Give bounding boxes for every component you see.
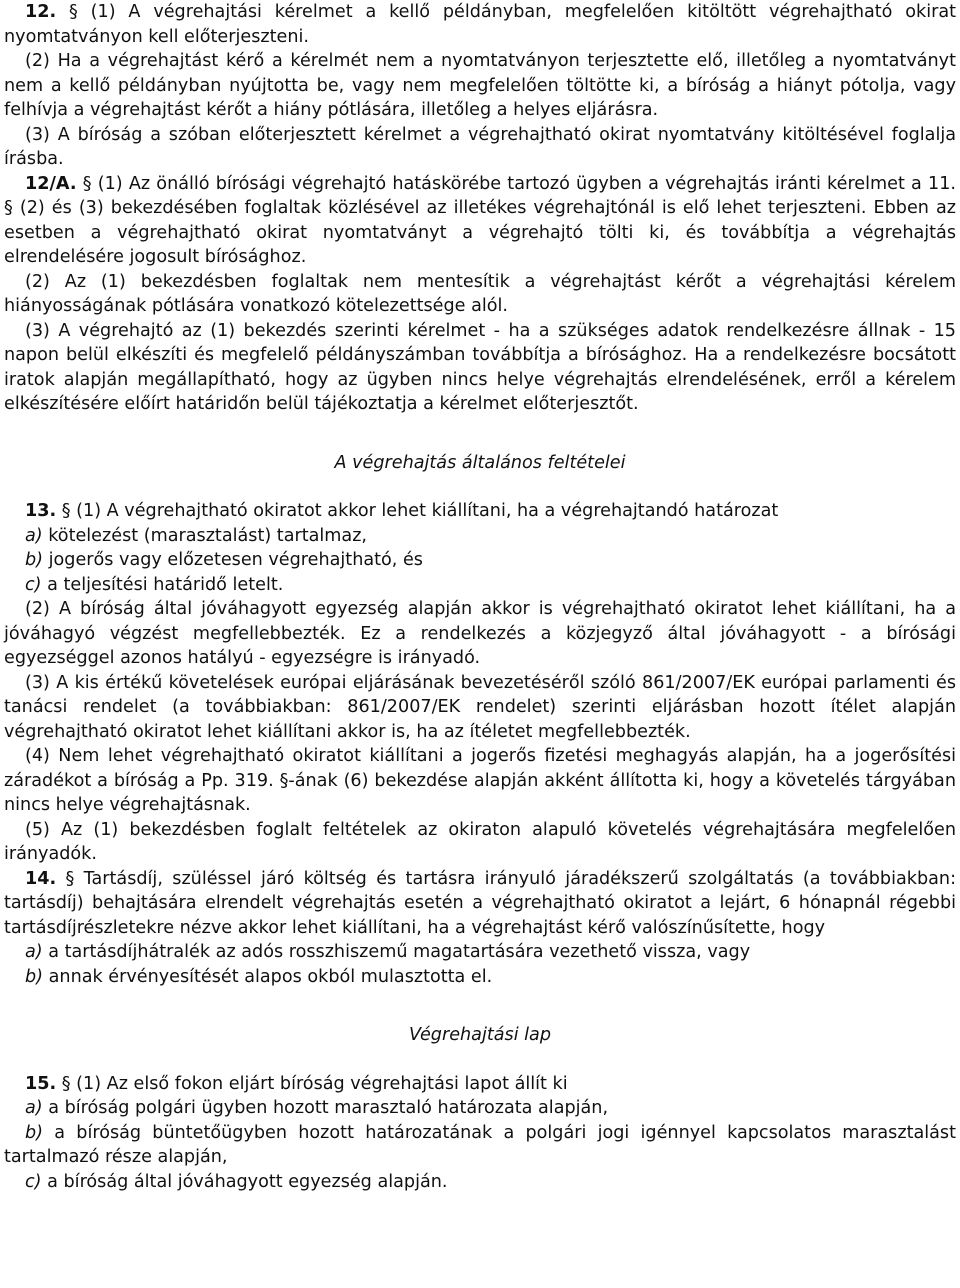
- paragraph-13-4: (4) Nem lehet végrehajtható okiratot kiállítani a jogerős fizetési meghagyás alapján, ha a jogerősítési záradékot a bíróság a Pp. 319. §-ának (6) bekezdése alapján akként állította ki, hogy a követelés tárgyában nincs helye végrehajtásnak.: [4, 746, 956, 815]
- list-item-15-c: c) a bíróság által jóváhagyott egyezség alapján.: [25, 1171, 448, 1192]
- paragraph-15-1: 15. § (1) Az első fokon eljárt bíróság végrehajtási lapot állít ki: [25, 1073, 568, 1094]
- paragraph-12-2: (2) Ha a végrehajtást kérő a kérelmét nem a nyomtatványon terjesztette elő, illetőleg a nyomtatványt nem a kellő példányban nyújtotta be, vagy nem megfelelően töltötte ki, a bíróság a hiányt pótolja, vagy felhívja a végrehajtást kérőt a hiány pótlására, illetőleg a helyes eljárásra.: [4, 51, 956, 120]
- list-item-14-b: b) annak érvényesítését alapos okból mulasztotta el.: [25, 966, 493, 987]
- paragraph-13-5: (5) Az (1) bekezdésben foglalt feltételek az okiraton alapuló követelés végrehajtására megfelelően irányadók.: [4, 819, 956, 864]
- list-item-14-a: a) a tartásdíjhátralék az adós rosszhiszemű magatartására vezethető vissza, vagy: [25, 942, 751, 962]
- section-number: 12.: [25, 2, 57, 22]
- list-item-13-b: b) jogerős vagy előzetesen végrehajtható, és: [25, 550, 423, 570]
- paragraph-12-3: (3) A bíróság a szóban előterjesztett kérelmet a végrehajtható okirat nyomtatvány kitöltésével foglalja írásba.: [4, 124, 956, 169]
- section-number: 14.: [25, 868, 57, 889]
- list-item-13-a: a) kötelezést (marasztalást) tartalmaz,: [25, 525, 368, 546]
- section-number: 13.: [25, 501, 57, 521]
- paragraph-13-1: 13. § (1) A végrehajtható okiratot akkor lehet kiállítani, ha a végrehajtandó határozat: [25, 501, 779, 521]
- section-heading-general-conditions: A végrehajtás általános feltételei: [334, 452, 626, 473]
- paragraph-13-2: (2) A bíróság által jóváhagyott egyezség alapján akkor is végrehajtható okiratot lehet kiállítani, ha a jóváhagyó végzést megfellebbezték. Ez a rendelkezés a közjegyző által jóváhagyott - a bírósági egyezséggel azonos hatályú - egyezségre is irányadó.: [4, 599, 956, 668]
- list-item-15-a: a) a bíróság polgári ügyben hozott marasztaló határozata alapján,: [25, 1098, 609, 1118]
- list-item-13-c: c) a teljesítési határidő letelt.: [25, 574, 284, 595]
- paragraph-12a-2: (2) Az (1) bekezdésben foglaltak nem mentesítik a végrehajtást kérőt a végrehajtási kérelem hiányosságának pótlására vonatkozó kötelezettsége alól.: [4, 271, 956, 316]
- section-number: 15.: [25, 1073, 57, 1094]
- paragraph-12-1: 12. § (1) A végrehajtási kérelmet a kellő példányban, megfelelően kitöltött végrehajtható okirat nyomtatványon kell előterjeszteni.: [4, 2, 957, 47]
- section-heading-enforcement-sheet: Végrehajtási lap: [408, 1025, 552, 1045]
- paragraph-12a-1: 12/A. § (1) Az önálló bírósági végrehajtó hatáskörébe tartozó ügyben a végrehajtás iránti kérelmet a 11. § (2) és (3) bekezdésében foglaltak közlésével az illetékes végrehajtónál is elő lehet terjeszteni. Ebben az esetben a végrehajtható okirat nyomtatványt a végrehajtó tölti ki, és továbbítja a végrehajtás elrendelésére jogosult bírósághoz.: [4, 173, 956, 267]
- paragraph-12a-3: (3) A végrehajtó az (1) bekezdés szerinti kérelmet - ha a szükséges adatok rendelkezésre állnak - 15 napon belül elkészíti és megfelelő példányszámban továbbítja a bírósághoz. Ha a rendelkezésre bocsátott iratok alapján megállapítható, hogy az ügyben nincs helye végrehajtás elrendelésének, erről a kérelem elkészítésére előírt határidőn belül tájékoztatja a kérelmet előterjesztőt.: [4, 320, 956, 414]
- list-item-15-b: b) a bíróság büntetőügyben hozott határozatának a polgári jogi igénnyel kapcsolatos marasztalást tartalmazó része alapján,: [4, 1122, 956, 1167]
- section-number: 12/A.: [25, 173, 77, 194]
- paragraph-14: 14. § Tartásdíj, szüléssel járó költség és tartásra irányuló járadékszerű szolgáltatás (a továbbiakban: tartásdíj) behajtására elrendelt végrehajtás esetén a végrehajtható okiratot a lejárt, 6 hónapnál régebbi tartásdíjrészletekre nézve akkor lehet kiállítani, ha a végrehajtást kérő valószínűsítette, hogy: [4, 868, 956, 938]
- paragraph-13-3: (3) A kis értékű követelések európai eljárásának bevezetéséről szóló 861/2007/EK európai parlamenti és tanácsi rendelet (a továbbiakban: 861/2007/EK rendelet) szerinti eljárásban hozott ítélet alapján végrehajtható okiratot lehet kiállítani akkor is, ha az ítéletet megfellebbezték.: [4, 672, 956, 742]
